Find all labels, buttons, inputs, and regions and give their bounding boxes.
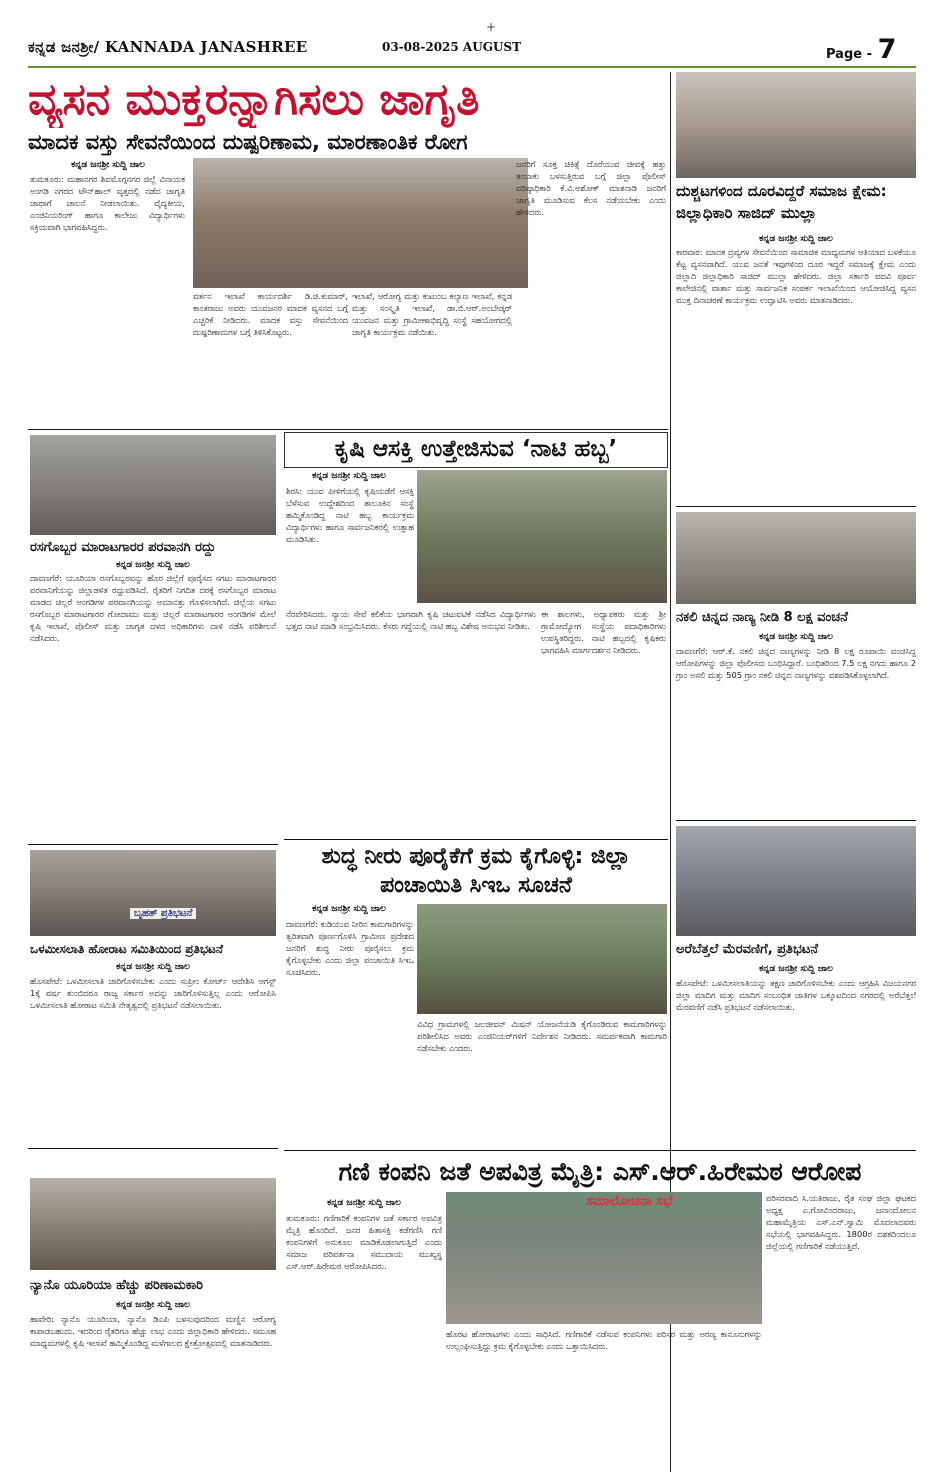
- water-body-bottom: ವಿವಿಧ ಗ್ರಾಮಗಳಲ್ಲಿ ಜಲಜೀವನ್ ಮಿಷನ್ ಯೋಜನೆಯಡಿ ಕೈಗೊಂಡಿರುವ ಕಾಮಗಾರಿಗಳನ್ನು ಪರಿಶೀಲಿಸಿದ ಅವರು ಎಂಜಿನಿಯರ್‌ಗಳಿಗೆ ನಿರ್ದೇಶನ ನೀಡಿದರು. ಸಮರ್ಪಕವಾಗಿ ಕಾಮಗಾರಿ ನಡೆಸಬೇಕು ಎಂದರು.: [417, 1019, 667, 1053]
- natihabba-byline: ಕನ್ನಡ ಜನಶ್ರೀ ಸುದ್ದಿ ಜಾಲ: [312, 471, 386, 481]
- lead-byline: ಕನ್ನಡ ಜನಶ್ರೀ ಸುದ್ದಿ ಜಾಲ: [71, 160, 145, 170]
- olamisalati-headline: ಒಳಮೀಸಲಾತಿ ಹೋರಾಟ ಸಮಿತಿಯಿಂದ ಪ್ರತಿಭಟನೆ: [30, 942, 224, 956]
- collector-photo: [676, 72, 916, 178]
- lead-body-col4: ಜನರಿಗೆ ಸೂಕ್ತ ಚಿಕಿತ್ಸೆ ದೊರೆಯುವ ಜೀವಕ್ಕೆ ಹತ್ತು ತಂಬಾಕು ಬಳಸುತ್ತಿರುವ ಬಗ್ಗೆ ಜಿಲ್ಲಾ ಪೊಲೀಸ್ ವರಿಷ್ಠಾಧಿಕಾರಿ ಕೆ.ವಿ.ಅಶೋಕ್ ಮಾತನಾಡಿ ಜನರಿಗೆ ಜಾಗೃತಿ ಮೂಡಿಸುವ ಕೆಲಸ ನಡೆಯಬೇಕು ಎಂದು ಹೇಳಿದರು.: [516, 159, 666, 217]
- lead-subheadline: ಮಾದಕ ವಸ್ತು ಸೇವನೆಯಿಂದ ದುಷ್ಪರಿಣಾಮ, ಮಾರಣಾಂತಿಕ ರೋಗ: [28, 130, 468, 154]
- arebettale-headline: ಅರೆಬೆತ್ತಲೆ ಮೆರವಣಿಗೆ, ಪ್ರತಿಭಟನೆ: [676, 942, 819, 957]
- water-body-left: ದಾವಣಗೆರೆ: ಕುಡಿಯುವ ನೀರಿನ ಕಾಮಗಾರಿಗಳನ್ನು ತ್ವರಿತವಾಗಿ ಪೂರ್ಣಗೊಳಿಸಿ ಗ್ರಾಮೀಣ ಪ್ರದೇಶದ ಜನರಿಗೆ ಶುದ್ಧ ನೀರು ಪೂರೈಸಲು ಕ್ರಮ ಕೈಗೊಳ್ಳಬೇಕು ಎಂದು ಜಿಲ್ಲಾ ಪಂಚಾಯಿತಿ ಸಿಇಒ ಸೂಚಿಸಿದರು.: [286, 919, 414, 977]
- water-photo: [417, 904, 667, 1014]
- natihabba-photo: [417, 470, 667, 603]
- fertilizer-byline: ಕನ್ನಡ ಜನಶ್ರೀ ಸುದ್ದಿ ಜಾಲ: [116, 560, 190, 570]
- fakegold-headline: ನಕಲಿ ಚಿನ್ನದ ನಾಣ್ಯ ನೀಡಿ 8 ಲಕ್ಷ ವಂಚನೆ: [676, 610, 848, 625]
- mining-body-bottom: ಹೊರಟ ಹೋರಾಟಗಳು ಎಂದು ಸಾಧಿಸಿದೆ. ಗಣಿಗಾರಿಕೆ ನಡೆಸುವ ಕಂಪನಿಗಳು ಪರಿಸರ ಮತ್ತು ಅರಣ್ಯ ಕಾನೂನುಗಳನ್ನು ಉಲ್ಲಂಘಿಸುತ್ತಿದ್ದು ಕ್ರಮ ಕೈಗೊಳ್ಳಬೇಕು ಎಂದು ಒತ್ತಾಯಿಸಿದರು.: [446, 1329, 762, 1351]
- mining-photo: [446, 1192, 762, 1324]
- natihabba-body-right: ಈ ಶಾಲಗಳು, ಅಧ್ಯಾಪಕರು ಮತ್ತು ಶ್ರೀ ಗ್ರಾಮೋದ್ಯೋಗ ಸಂಸ್ಥೆಯ ಪದಾಧಿಕಾರಿಗಳು ಉಪಸ್ಥಿತರಿದ್ದರು. ನಾಟಿ ಹಬ್ಬದಲ್ಲಿ ಕೃಷಿಕರು ಭಾಗವಹಿಸಿ ಮಾರ್ಗದರ್ಶನ ನೀಡಿದರು.: [541, 609, 666, 655]
- olamisalati-byline: ಕನ್ನಡ ಜನಶ್ರೀ ಸುದ್ದಿ ಜಾಲ: [116, 962, 190, 972]
- lead-headline: ವ್ಯಸನ ಮುಕ್ತರನ್ನಾಗಿಸಲು ಜಾಗೃತಿ: [28, 74, 480, 125]
- mining-body-right: ಪರಿಸರವಾದಿ ಸಿ.ಯತಿರಾಜು, ರೈತ ಸಂಘ ಜಿಲ್ಲಾ ಘಟಕದ ಅಧ್ಯಕ್ಷ ಎ.ಗೋವಿಂದರಾಜು, ಜನಾಂದೋಲನ ಮಹಾಮೈತ್ರಿಯ ಎಸ್.ಎನ್.ಸ್ವಾಮಿ ಮೊದಲಾದವರು ಸಭೆಯಲ್ಲಿ ಭಾಗವಹಿಸಿದ್ದರು. 1800ರ ದಶಕದಿಂದಲೂ ಜಿಲ್ಲೆಯಲ್ಲಿ ಗಣಿಗಾರಿಕೆ ನಡೆಯುತ್ತಿದೆ.: [766, 1193, 916, 1251]
- masthead-date: 03-08-2025 AUGUST: [382, 40, 522, 54]
- lead-body-col2: ವರ್ತನ ಇಲಾಖೆ ಕಾರ್ಯದರ್ಶಿ ಡಿ.ಜಿ.ಕುಮಾರ್, ಕಾಂತರಾಜು ಅವರು ಯುವಜನರ ಮಾದಕ ವ್ಯಸನದ ಬಗ್ಗೆ ಎಚ್ಚರಿಕೆ ನೀಡಿದರು. ಮಾದಕ ವಸ್ತು ಸೇವನೆಯಿಂದ ದುಷ್ಪರಿಣಾಮಗಳ ಬಗ್ಗೆ ತಿಳಿಸಿಕೊಟ್ಟರು.: [193, 291, 348, 337]
- arebettale-byline: ಕನ್ನಡ ಜನಶ್ರೀ ಸುದ್ದಿ ಜಾಲ: [759, 964, 833, 974]
- masthead-title: ಕನ್ನಡ ಜನಶ್ರೀ/ KANNADA JANASHREE: [28, 38, 308, 56]
- natihabba-body-mid: ನೆರವೇರಿಸಿದರು. ನ್ಯಾಯ ಸೇವೆ ಕಲಿಕೆಯ ಭಾಗವಾಗಿ ಕೃಷಿ ಚಟುವಟಿಕೆ ನಡೆಸಿದ ವಿದ್ಯಾರ್ಥಿಗಳು ಭತ್ತದ ನಾಟಿ ಮಾಡಿ ಸಂಭ್ರಮಿಸಿದರು. ಕೆಸರು ಗದ್ದೆಯಲ್ಲಿ ನಾಟಿ ಹಬ್ಬ ವಿಶೇಷ ಅನುಭವ ನೀಡಿತು.: [286, 609, 536, 631]
- lead-photo-procession: [193, 158, 528, 288]
- fertilizer-headline: ರಸಗೊಬ್ಬರ ಮಾರಾಟಗಾರರ ಪರವಾನಗಿ ರದ್ದು: [30, 540, 216, 555]
- masthead-rule: [28, 66, 916, 68]
- collector-headline: ದುಶ್ಚಟಗಳಿಂದ ದೂರವಿದ್ದರೆ ಸಮಾಜ ಕ್ಷೇಮ: ಜಿಲ್ಲಾಧಿಕಾರಿ ಸಾಜಿದ್ ಮುಲ್ಲಾ: [676, 182, 887, 222]
- olamisalati-photo: [30, 850, 276, 936]
- page-number: Page - 7: [826, 34, 897, 65]
- mining-body-left: ತುಮಕೂರು: ಗಣಿಗಾರಿಕೆ ಕಂಪನಿಗಳ ಜತೆ ಸರ್ಕಾರ ಅಪವಿತ್ರ ಮೈತ್ರಿ ಹೊಂದಿದೆ. ಜನರ ಹಿತಾಸಕ್ತಿ ಕಡೆಗಣಿಸಿ ಗಣಿ ಕಂಪನಿಗಳಿಗೆ ಅನುಕೂಲ ಮಾಡಿಕೊಡಲಾಗುತ್ತಿದೆ ಎಂದು ಸಮಾಜ ಪರಿವರ್ತನಾ ಸಮುದಾಯ ಮುಖ್ಯಸ್ಥ ಎಸ್.ಆರ್.ಹಿರೇಮಠ ಆರೋಪಿಸಿದರು.: [286, 1213, 442, 1271]
- lead-body-col3: ಇಲಾಖೆ, ಆರೋಗ್ಯ ಮತ್ತು ಕುಟುಂಬ ಕಲ್ಯಾಣ ಇಲಾಖೆ, ಕನ್ನಡ ಮತ್ತು ಸಂಸ್ಕೃತಿ ಇಲಾಖೆ, ಡಾ.ಬಿ.ಆರ್.ಅಂಬೇಡ್ಕರ್ ಯುವಜನ ಮತ್ತು ಗ್ರಾಮೀಣಾಭಿವೃದ್ಧಿ ಸಂಸ್ಥೆ ಸಹಯೋಗದಲ್ಲಿ ಜಾಗೃತಿ ಕಾರ್ಯಕ್ರಮ ನಡೆಯಿತು.: [352, 291, 512, 337]
- water-byline: ಕನ್ನಡ ಜನಶ್ರೀ ಸುದ್ದಿ ಜಾಲ: [312, 904, 386, 914]
- lead-body-col1: ತುಮಕೂರು: ಮಹಾನಗರ ಶಿವಮೊಗ್ಗನಗರ ಜಿಲ್ಲೆ ವಿನಾಯಕ ಅಂಗಡಿ ನಗರದ ಟೌನ್‌ಹಾಲ್ ವೃತ್ತದಲ್ಲಿ ನಡೆದ ಜಾಗೃತಿ ಜಾಥಾಗೆ ಚಾಲನೆ ನೀಡಲಾಯಿತು. ವೈದ್ಯಕೀಯ, ಎಂಜಿನಿಯರಿಂಗ್ ಹಾಗೂ ಕಾಲೇಜು ವಿದ್ಯಾರ್ಥಿಗಳು ಸಕ್ರಿಯವಾಗಿ ಭಾಗವಹಿಸಿದ್ದರು.: [30, 174, 185, 232]
- fakegold-byline: ಕನ್ನಡ ಜನಶ್ರೀ ಸುದ್ದಿ ಜಾಲ: [759, 632, 833, 642]
- nanourea-headline: ನ್ಯಾನೊ ಯೂರಿಯಾ ಹೆಚ್ಚು ಪರಿಣಾಮಕಾರಿ: [30, 1278, 204, 1293]
- collector-byline: ಕನ್ನಡ ಜನಶ್ರೀ ಸುದ್ದಿ ಜಾಲ: [759, 234, 833, 244]
- fakegold-body: ದಾವಣಗೆರೆ: ಆರ್.ಕೆ. ನಕಲಿ ಚಿನ್ನದ ನಾಣ್ಯಗಳನ್ನು ನೀಡಿ 8 ಲಕ್ಷ ರೂಪಾಯಿ ವಂಚಿಸಿದ್ದ ಆರೋಪಿಗಳನ್ನು ಜಿಲ್ಲಾ ಪೊಲೀಸರು ಬಂಧಿಸಿದ್ದಾರೆ. ಬಂಧಿತರಿಂದ 7.5 ಲಕ್ಷ ನಗದು ಹಾಗೂ 2 ಗ್ರಾಂ ಅಸಲಿ ಮತ್ತು 505 ಗ್ರಾಂ ನಕಲಿ ಚಿನ್ನದ ನಾಣ್ಯಗಳನ್ನು ವಶಪಡಿಸಿಕೊಳ್ಳಲಾಗಿದೆ.: [676, 646, 916, 680]
- nanourea-photo: [30, 1178, 276, 1270]
- natihabba-headline: ಕೃಷಿ ಆಸಕ್ತಿ ಉತ್ತೇಜಿಸುವ ‘ನಾಟಿ ಹಬ್ಬ’: [284, 432, 668, 468]
- fakegold-photo: [676, 512, 916, 604]
- mining-photo-banner: ಸಮಾಲೋಚನಾ ಸಭೆ: [586, 1194, 673, 1209]
- collector-body: ಕಾರವಾರ: ಮಾದಕ ದ್ರವ್ಯಗಳ ಸೇವನೆಯಿಂದ ಸಾಮಾಜಿಕ ಮಾಧ್ಯಮಗಳ ಆತಿಯಾದ ಬಳಕೆಯೂ ಕೆಟ್ಟ ವ್ಯಸನವಾಗಿದೆ. ಯುವ ಜನತೆ ಇವುಗಳಿಂದ ದೂರ ಇದ್ದರೆ ಸಮಾಜಕ್ಕೆ ಕ್ಷೇಮ ಎಂದು ಜಿಲ್ಲಾದಿ ಜಿಲ್ಲಾಧಿಕಾರಿ ಸಾಜಿದ್ ಮುಲ್ಲಾ ಹೇಳಿದರು. ಜಿಲ್ಲಾ ಸರ್ಕಾರಿ ಪದವಿ ಪೂರ್ವ ಕಾಲೇಜಿನಲ್ಲಿ ವಾರ್ತಾ ಮತ್ತು ಸಾರ್ವಜನಿಕ ಸಂಪರ್ಕ ಇಲಾಖೆಯಿಂದ ಆಯೋಜಿಸಿದ್ದ ವ್ಯಸನ ಮುಕ್ತ ದಿನಾಚರಣೆ ಕಾರ್ಯಕ್ರಮ ಉದ್ಘಾಟಿಸಿ ಅವರು ಮಾತನಾಡಿದರು.: [676, 247, 916, 305]
- fertilizer-body: ದಾವಣಗೆರೆ: ಯೂರಿಯಾ ರಸಗೊಬ್ಬರವನ್ನು ಹೊರ ಜಿಲ್ಲೆಗೆ ಪೂರೈಸದ ಸಗಟು ಮಾರಾಟಗಾರರ ಪರವಾನಿಗೆಯನ್ನು ಜಿಲ್ಲಾಡಳಿತ ರದ್ದುಪಡಿಸಿದೆ. ರೈತರಿಗೆ ನಿಗದಿತ ದರಕ್ಕೆ ರಸಗೊಬ್ಬರ ಮಾರಾಟ ಮಾಡದ ಚಿಲ್ಲರೆ ಅಂಗಡಿಗಳ ಪರವಾನಗಿಯನ್ನು ಅಮಾನತ್ತು ಗೊಳಿಸಲಾಗಿದೆ. ಜಿಲ್ಲೆಯ ಸಗಟು ರಸಗೊಬ್ಬರ ಮಾರಾಟಗಾರರ ಗೋದಾಮು ಮತ್ತು ಚಿಲ್ಲರೆ ಮಾರಾಟಗಾರರ ಅಂಗಡಿಗಳ ಮೇಲೆ ಕೃಷಿ ಇಲಾಖೆ, ಪೊಲೀಸ್ ಮತ್ತು ಜಾಗೃತ ದಳದ ಅಧಿಕಾರಿಗಳು ದಾಳಿ ನಡೆಸಿ ಪರಿಶೀಲನೆ ನಡೆಸಿದರು.: [30, 573, 276, 643]
- arebettale-photo: [676, 826, 916, 936]
- olamisalati-body: ಹೊಸಪೇಟೆ: ಒಳಮೀಸಲಾತಿ ಜಾರಿಗೊಳಿಸಬೇಕು ಎಂದು ಸುಪ್ರೀಂ ಕೋರ್ಟ್ ಆದೇಶಿಸಿ ಆಗಸ್ಟ್ 1ಕ್ಕೆ ವರ್ಷ ತುಂಬಿದರೂ ರಾಜ್ಯ ಸರ್ಕಾರ ಅದನ್ನು ಜಾರಿಗೊಳಿಸುತ್ತಿಲ್ಲ ಎಂದು ಆರೋಪಿಸಿ ಒಳಮೀಸಲಾತಿ ಹೋರಾಟ ಸಮಿತಿ ನೇತೃತ್ವದಲ್ಲಿ ಪ್ರತಿಭಟನೆ ನಡೆಸಲಾಯಿತು.: [30, 976, 276, 1010]
- nanourea-body: ಹಾವೇರಿ: ನ್ಯಾನೊ ಯೂರಿಯಾ, ನ್ಯಾನೊ ಡಿಎಪಿ ಬಳಸುವುದರಿಂದ ಮಣ್ಣಿನ ಆರೋಗ್ಯ ಕಾಪಾಡಬಹುದು. ಇದರಿಂದ ರೈತರಿಗೂ ಹೆಚ್ಚು ಲಾಭ ಎಂದು ಜಿಲ್ಲಾಧಿಕಾರಿ ಹೇಳಿದರು. ಸಮೂಹ ಮಾಧ್ಯಮಗಳಲ್ಲಿ ಕೃಷಿ ಇಲಾಖೆ ಹಮ್ಮಿಕೊಂಡಿದ್ದ ಮಳೆಗಾಲದ ಕ್ಷೇತ್ರೋತ್ಸವದಲ್ಲಿ ಮಾತನಾಡಿದರು.: [30, 1314, 276, 1348]
- water-headline: ಶುದ್ಧ ನೀರು ಪೂರೈಕೆಗೆ ಕ್ರಮ ಕೈಗೊಳ್ಳಿ: ಜಿಲ್ಲಾ ಪಂಚಾಯಿತಿ ಸಿಇಒ ಸೂಚನೆ: [321, 844, 631, 898]
- arebettale-body: ಹೊಸಪೇಟೆ: ಒಳಮೀಸಲಾತಿಯನ್ನು ತಕ್ಷಣ ಜಾರಿಗೊಳಿಸಬೇಕು ಎಂದು ಆಗ್ರಹಿಸಿ ವಿಜಯನಗರ ಜಿಲ್ಲಾ ಮಾದಿಗ ಮತ್ತು ಮಾದಿಗ ಸಂಬಂಧಿತ ಜಾತಿಗಳ ಒಕ್ಕೂಟದಿಂದ ನಗರದಲ್ಲಿ ಅರೆಬೆತ್ತಲೆ ಮೆರವಣಿಗೆ ನಡೆಸಿ ಪ್ರತಿಭಟನೆ ನಡೆಸಲಾಯಿತು.: [676, 978, 916, 1012]
- natihabba-body-left: ಶಿರಸಿ: ಯುವ ಪೀಳಿಗೆಯಲ್ಲಿ ಕೃಷಿಯಡೆಗೆ ಆಸಕ್ತಿ ಬೆಳೆಸುವ ಉದ್ದೇಶದಿಂದ ತಾಲೂಕಿನ ಸಂಸ್ಥೆ ಹಮ್ಮಿಕೊಂಡಿದ್ದ ನಾಟಿ ಹಬ್ಬ ಕಾರ್ಯಕ್ರಮ ವಿದ್ಯಾರ್ಥಿಗಳು ಹಾಗೂ ಸಾರ್ವಜನಿಕರಲ್ಲಿ ಉತ್ಸಾಹ ಮೂಡಿಸಿತು.: [286, 486, 414, 544]
- mining-byline: ಕನ್ನಡ ಜನಶ್ರೀ ಸುದ್ದಿ ಜಾಲ: [327, 1198, 401, 1208]
- registration-mark: +: [486, 20, 497, 34]
- mining-headline: ಗಣಿ ಕಂಪನಿ ಜತೆ ಅಪವಿತ್ರ ಮೈತ್ರಿ: ಎಸ್.ಆರ್.ಹಿರೇಮಠ ಆರೋಪ: [338, 1157, 862, 1186]
- olamisalati-banner: ಬೃಹತ್ ಪ್ರತಿಭಟನೆ: [130, 908, 196, 919]
- fertilizer-photo: [30, 435, 276, 535]
- nanourea-byline: ಕನ್ನಡ ಜನಶ್ರೀ ಸುದ್ದಿ ಜಾಲ: [116, 1300, 190, 1310]
